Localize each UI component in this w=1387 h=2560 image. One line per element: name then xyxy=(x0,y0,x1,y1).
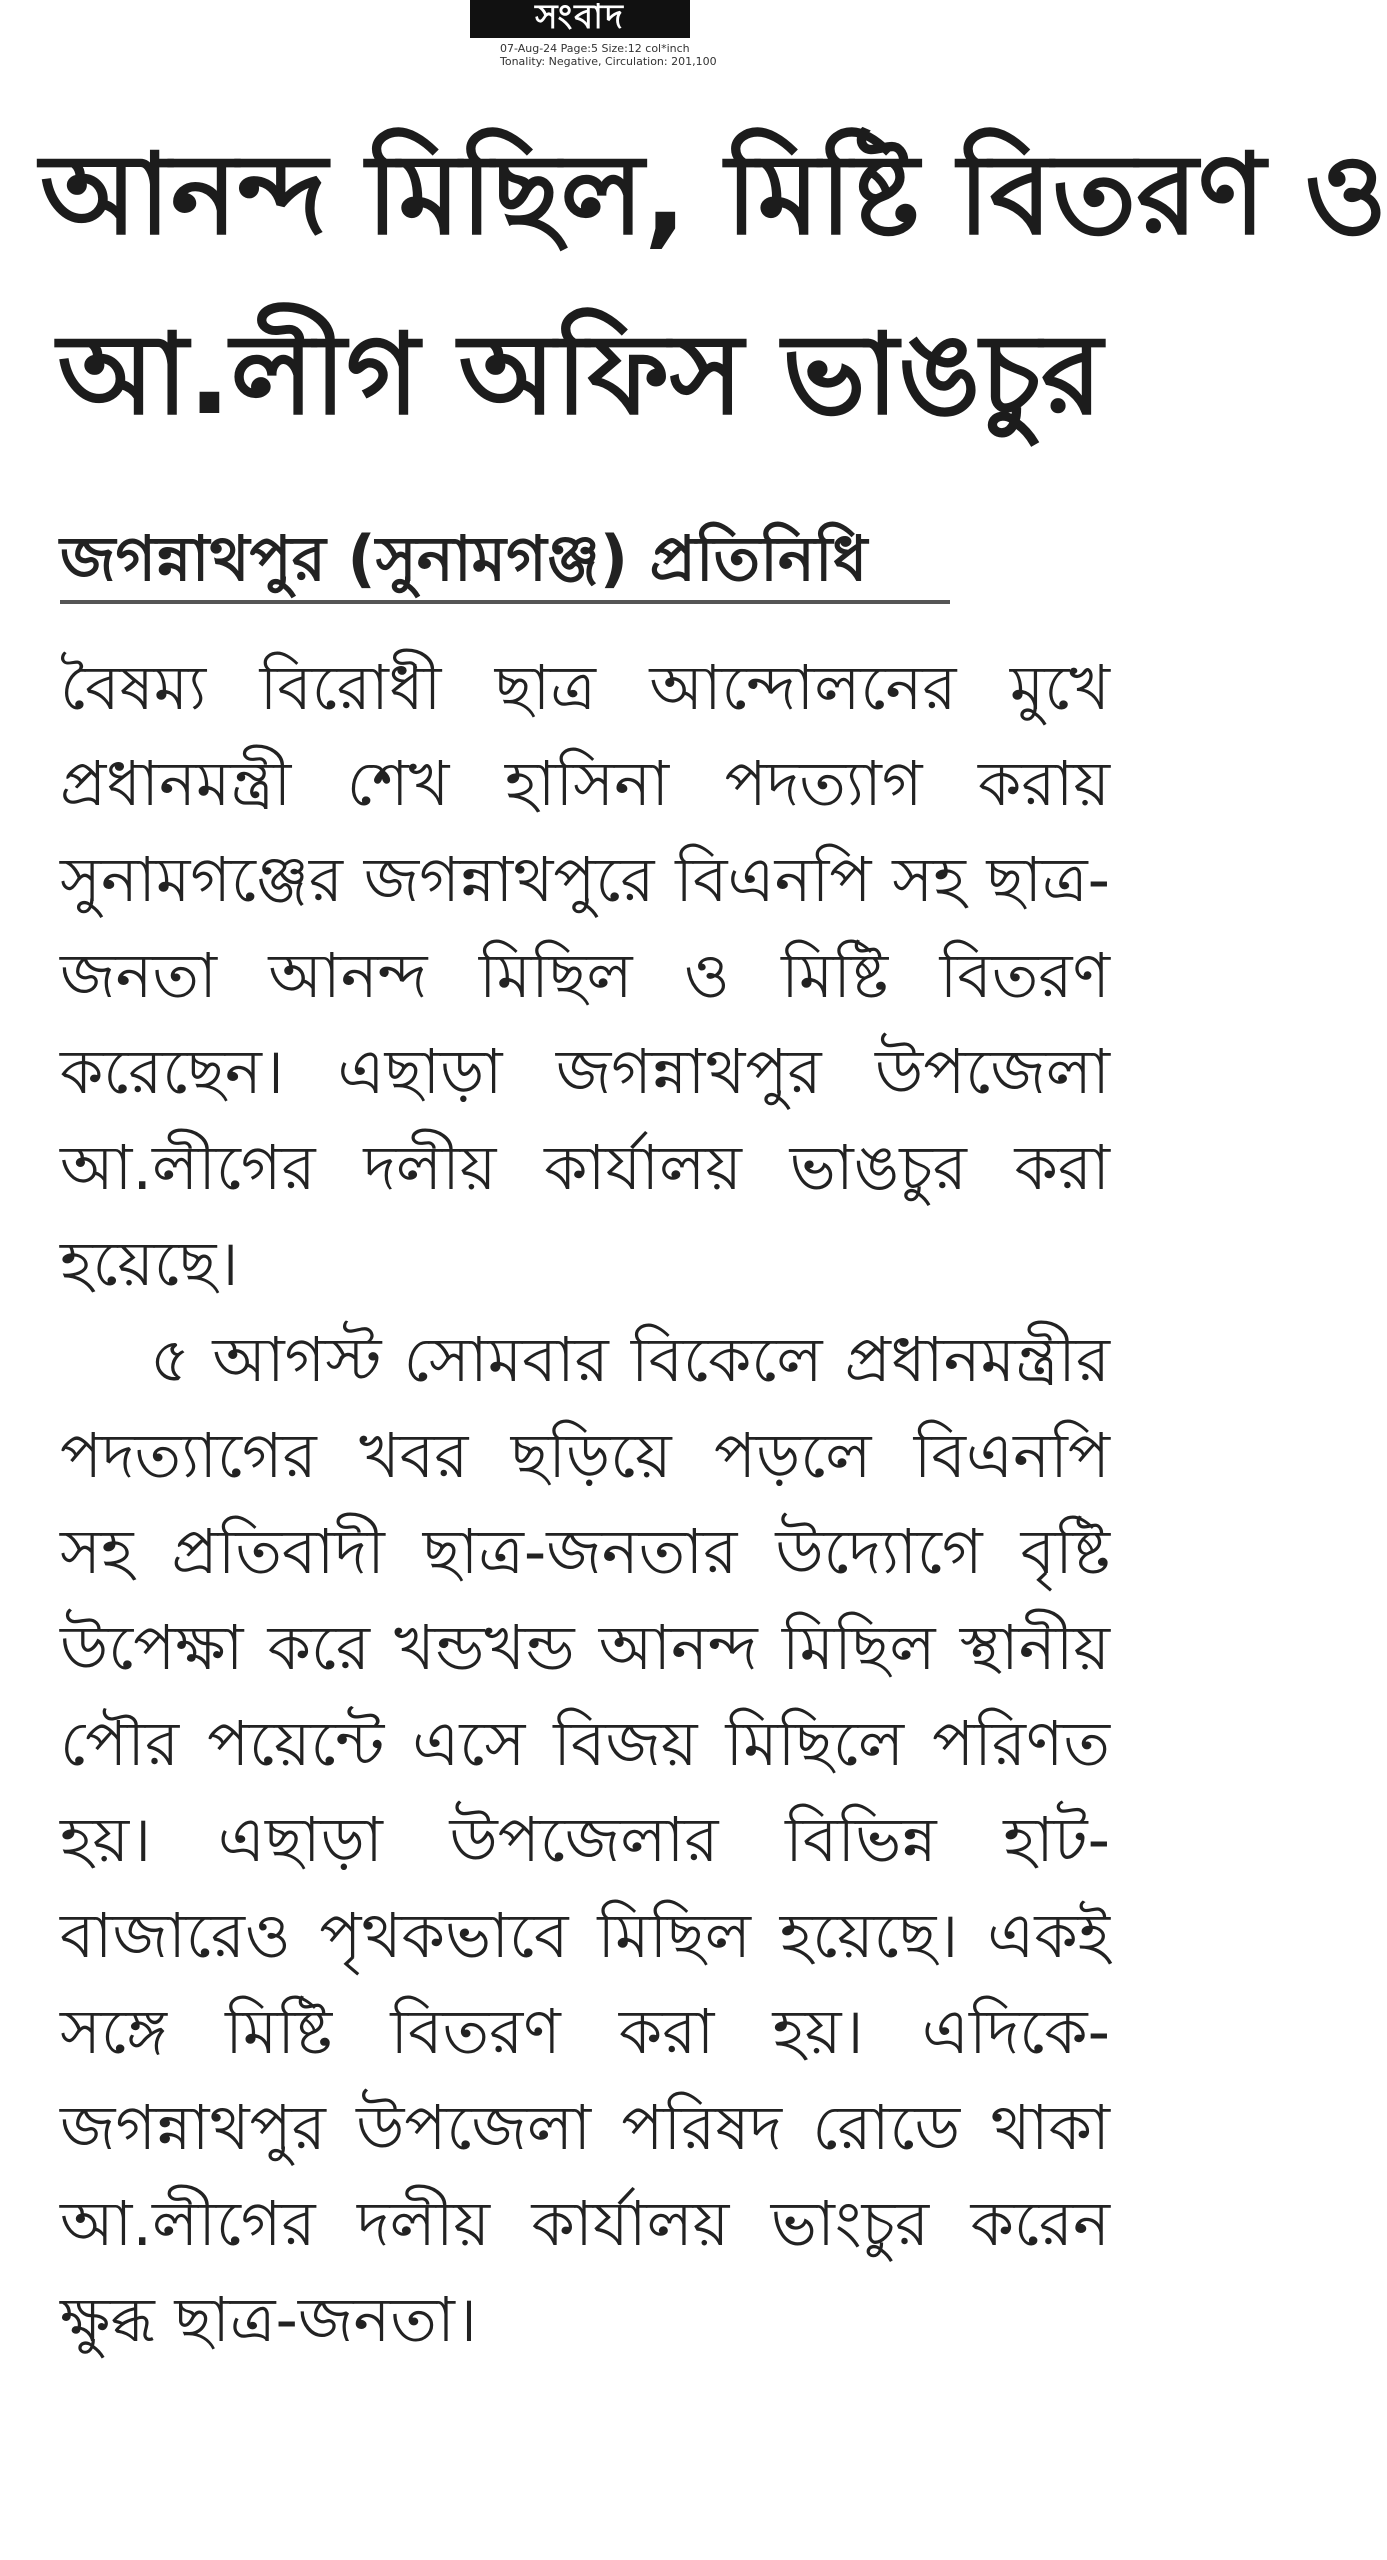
clipping-meta-line-1: 07-Aug-24 Page:5 Size:12 col*inch xyxy=(500,42,690,55)
headline-line-2: আ.লীগ অফিস ভাঙচুর xyxy=(57,310,1103,440)
newspaper-masthead: সংবাদ xyxy=(470,0,690,38)
byline: জগন্নাথপুর (সুনামগঞ্জ) প্রতিনিধি xyxy=(60,522,868,595)
paragraph-2: ৫ আগস্ট সোমবার বিকেলে প্রধানমন্ত্রীর পদত্যাগের খবর ছড়িয়ে পড়লে বিএনপি সহ প্রতিবাদী ছাত্র-জনতার উদ্যোগে বৃষ্টি উপেক্ষা করে খন্ডখন্ড আনন্দ মিছিল স্থানীয় পৌর পয়েন্টে এসে বিজয় মিছিলে পরিণত হয়। এছাড়া উপজেলার বিভিন্ন হাট-বাজারেও পৃথকভাবে মিছিল হয়েছে। একই সঙ্গে মিষ্টি বিতরণ করা হয়। এদিকে-জগন্নাথপুর উপজেলা পরিষদ রোডে থাকা আ.লীগের দলীয় কার্যালয় ভাংচুর করেন ক্ষুব্ধ ছাত্র-জনতা। xyxy=(60,1323,1110,2356)
paragraph-1: বৈষম্য বিরোধী ছাত্র আন্দোলনের মুখে প্রধানমন্ত্রী শেখ হাসিনা পদত্যাগ করায় সুনামগঞ্জের জগন্নাথপুরে বিএনপি সহ ছাত্র-জনতা আনন্দ মিছিল ও মিষ্টি বিতরণ করেছেন। এছাড়া জগন্নাথপুর উপজেলা আ.লীগের দলীয় কার্যালয় ভাঙচুর করা হয়েছে। xyxy=(60,651,1110,1300)
clipping-meta-line-2: Tonality: Negative, Circulation: 201,100 xyxy=(500,55,717,68)
headline-line-1: আনন্দ মিছিল, মিষ্টি বিতরণ ও xyxy=(40,130,1387,260)
byline-underline xyxy=(60,600,950,604)
article-body xyxy=(60,640,1110,2368)
